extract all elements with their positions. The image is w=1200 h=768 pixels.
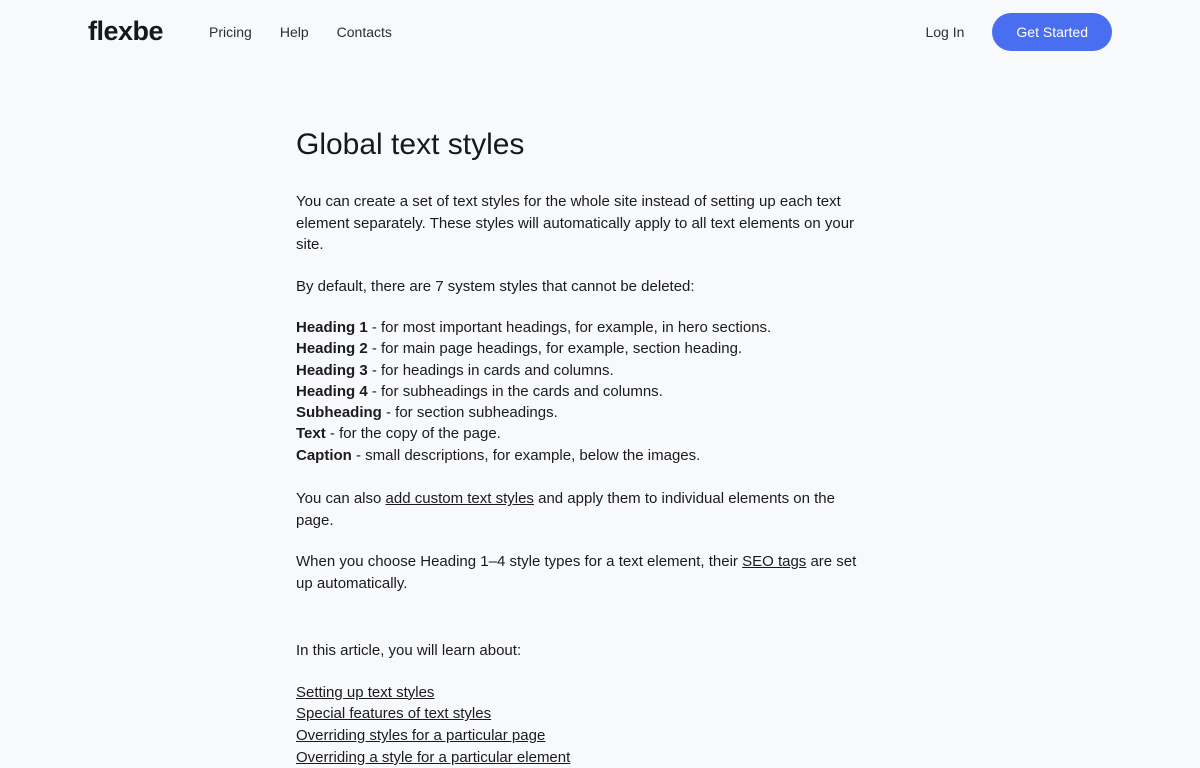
style-name: Caption: [296, 446, 352, 464]
list-item: [296, 360, 862, 381]
get-started-button[interactable]: Get Started: [992, 13, 1112, 51]
login-link[interactable]: Log In: [925, 23, 965, 40]
list-item: [296, 423, 862, 444]
style-desc: - for section subheadings.: [381, 404, 558, 422]
list-item: [296, 445, 862, 466]
nav-item-contacts[interactable]: Contacts: [336, 23, 392, 40]
style-name: Heading 4: [296, 382, 368, 400]
page-title: Global text styles: [296, 128, 525, 161]
style-name: Heading 2: [296, 340, 368, 358]
site-header: [0, 0, 1200, 63]
style-desc: - for the copy of the page.: [325, 425, 501, 443]
seo-after-text: are set up automatically.: [296, 553, 857, 592]
toc-link-setting-up-text-styles[interactable]: Setting up text styles: [296, 683, 435, 701]
section-spacer: [296, 614, 1120, 640]
toc-link-overriding-element[interactable]: Overriding a style for a particular element: [296, 748, 571, 766]
nav-item-help[interactable]: Help: [279, 23, 309, 40]
list-item: [296, 338, 862, 359]
list-item: [296, 402, 862, 423]
style-name: Text: [296, 425, 326, 443]
seo-before-text: When you choose Heading 1–4 style types for a text element, their: [296, 553, 743, 571]
style-desc: - small descriptions, for example, below the images.: [351, 446, 701, 464]
flexbe-logo[interactable]: flexbe: [88, 16, 164, 46]
style-desc: - for subheadings in the cards and columns.: [367, 382, 663, 400]
nav-item-pricing[interactable]: Pricing: [209, 23, 252, 40]
header-actions: [925, 13, 1112, 51]
learn-intro-paragraph: In this article, you will learn about:: [296, 642, 522, 660]
custom-after-text: and apply them to individual elements on the page.: [296, 490, 835, 529]
table-of-contents: [296, 682, 1120, 768]
add-custom-text-styles-link[interactable]: add custom text styles: [385, 490, 534, 508]
toc-link-special-features[interactable]: Special features of text styles: [296, 705, 492, 723]
article-content: [0, 63, 1200, 768]
style-desc: - for main page headings, for example, section heading.: [367, 340, 743, 358]
style-name: Subheading: [296, 404, 382, 422]
main-nav: [209, 25, 392, 39]
intro-paragraph-1: You can create a set of text styles for the whole site instead of setting up each text element separately. These styles will automatically apply to all text elements on your site.: [296, 193, 855, 253]
list-item: [296, 317, 862, 338]
style-name: Heading 1: [296, 319, 368, 336]
custom-before-text: You can also: [296, 490, 386, 508]
toc-link-overriding-page[interactable]: Overriding styles for a particular page: [296, 727, 546, 745]
system-styles-list: [296, 317, 862, 466]
style-name: Heading 3: [296, 361, 368, 379]
seo-paragraph: [296, 551, 862, 594]
style-desc: - for headings in cards and columns.: [367, 361, 614, 379]
seo-tags-link[interactable]: SEO tags: [742, 553, 807, 571]
list-item: [296, 381, 862, 402]
style-desc: - for most important headings, for example, in hero sections.: [367, 319, 772, 336]
custom-styles-paragraph: [296, 488, 862, 531]
intro-paragraph-2: By default, there are 7 system styles that cannot be deleted:: [296, 277, 695, 295]
